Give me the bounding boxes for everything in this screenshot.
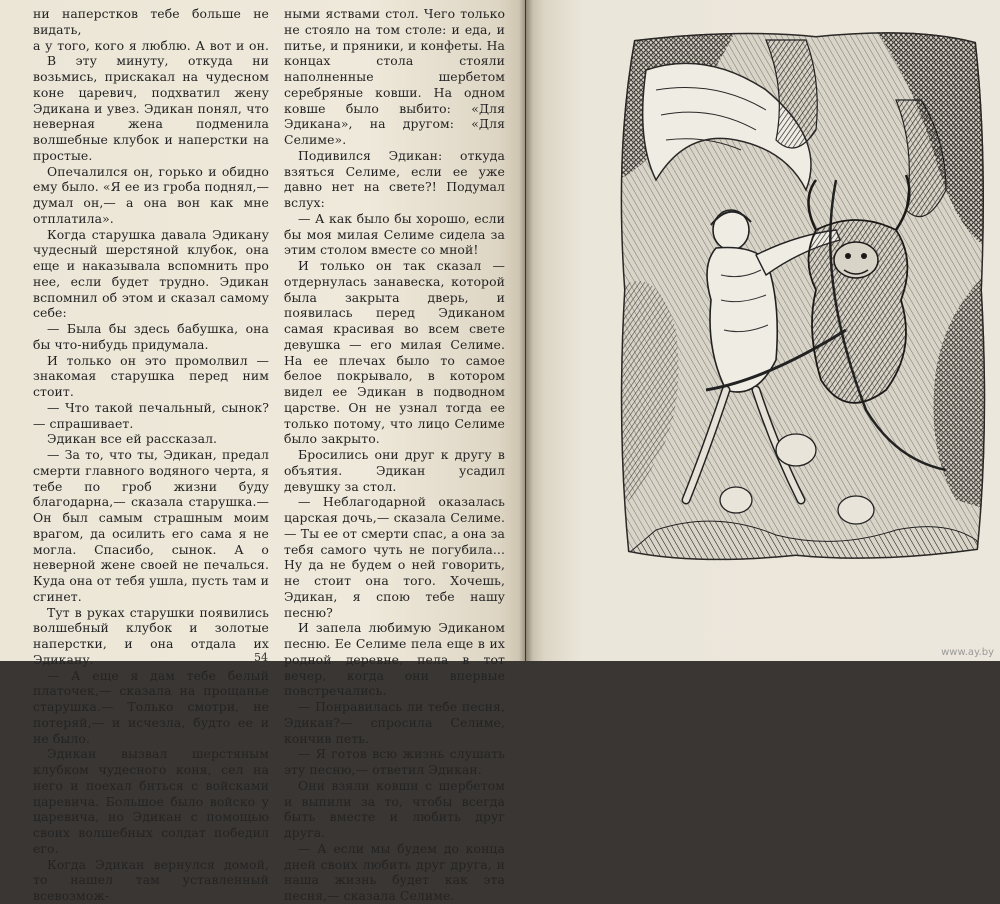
paragraph: Когда Эдикан вернулся домой, то нашел там уставленный всевозмож- — [33, 856, 269, 903]
engraving-svg — [616, 30, 990, 564]
paragraph: — Что такой печальный, сынок?— спрашивает. — [33, 399, 269, 431]
paragraph: — Понравилась ли тебе песня, Эдикан?— спросила Селиме, кончив петь. — [284, 699, 505, 746]
paragraph: И только он это промолвил — знакомая старушка перед ним стоит. — [33, 352, 269, 399]
paragraph: Подивился Эдикан: откуда взяться Селиме, если ее уже давно нет на свете?! Подумал вслух: — [284, 147, 505, 210]
paragraph: Тут в руках старушки появились волшебный клубок и золотые наперстки, и она отдала их Эдикану. — [33, 604, 269, 667]
paragraph: — Неблагодарной оказалась царская дочь,— сказала Селиме.— Ты ее от смерти спас, а она за тебя самого чуть не погубила... Ну да не будем о ней говорить, не стоит она того. Хочешь, Эдикан, я спою тебе нашу песню? — [284, 494, 505, 620]
paragraph: И только он так сказал — отдернулась занавеска, которой была закрыта дверь, и появилась перед Эдиканом самая красивая во всем свете девушка — его милая Селиме. На ее плечах было то самое белое покрывало, в котором видел ее Эдикан в подводном царстве. Он не узнал тогда ее только потому, что лицо Селиме было закрыто. — [284, 258, 505, 447]
paragraph: — За то, что ты, Эдикан, предал смерти главного водяного черта, я тебе по гроб жизни буду благодарна,— сказала старушка.— Он был самым страшным моим врагом, да осилить его сама я не могла. Спасибо, сынок. А о неверной жене своей не печалься. Куда она от тебя ушла, пусть там и сгинет. — [33, 447, 269, 604]
watermark: www.ay.by — [941, 647, 994, 658]
book-gutter — [519, 0, 533, 661]
paragraph: Эдикан вызвал шерстяным клубком чудесного коня, сел на него и поехал биться с войсками царевича. Большое было войско у царевича, но Эдикан с помощью своих волшебных солдат победил его. — [33, 746, 269, 856]
paragraph: — А как было бы хорошо, если бы моя милая Селиме сидела за этим столом вместе со мной! — [284, 210, 505, 258]
paragraph: — Была бы здесь бабушка, она бы что-нибудь придумала. — [33, 321, 269, 352]
text-column-1 — [33, 6, 269, 904]
illustration — [616, 30, 990, 564]
paragraph: В эту минуту, откуда ни возьмись, прискакал на чудесном коне царевич, подхватил жену Эдикана и увез. Эдикан понял, что неверная жена подменила волшебные клубок и наперстки на простые. — [33, 53, 269, 163]
paragraph: а у того, кого я люблю. А вот и он. — [33, 37, 269, 53]
paragraph: — А еще я дам тебе белый платочек,— сказала на прощанье старушка.— Только смотри, не потеряй,— и исчезла, будто ее и не было. — [33, 667, 269, 746]
paragraph: — А если мы будем до конца дней своих любить друг друга, и наша жизнь будет как эта песня,— сказала Селиме. — [284, 840, 505, 903]
paragraph: Бросились они друг к другу в объятия. Эдикан усадил девушку за стол. — [284, 447, 505, 494]
paragraph: И запела любимую Эдиканом песню. Ее Селиме пела еще в их родной деревне, пела в тот вечер, когда они впервые повстречались. — [284, 620, 505, 699]
paragraph: ни наперстков тебе больше не видать, — [33, 6, 269, 37]
paragraph: ными яствами стол. Чего только не стояло на том столе: и еда, и питье, и пряники, и конфеты. На концах стола стояли наполненные шербетом серебряные ковши. На одном ковше было выбито: «Для Эдикана», на другом: «Для Селиме». — [284, 6, 505, 147]
paragraph: Опечалился он, горько и обидно ему было. «Я ее из гроба поднял,— думал он,— а она вон как мне отплатила». — [33, 163, 269, 226]
paragraph: Они взяли ковши с шербетом и выпили за то, чтобы всегда быть вместе и любить друг друга. — [284, 777, 505, 840]
page-number: 54 — [254, 651, 268, 664]
paragraph: — Я готов всю жизнь слушать эту песню,— ответил Эдикан. — [284, 746, 505, 777]
paragraph: Когда старушка давала Эдикану чудесный шерстяной клубок, она еще и наказывала вспомнить про нее, если будет трудно. Эдикан вспомнил об этом и сказал самому себе: — [33, 226, 269, 321]
paragraph: Эдикан все ей рассказал. — [47, 431, 218, 447]
text-column-2 — [284, 6, 505, 904]
